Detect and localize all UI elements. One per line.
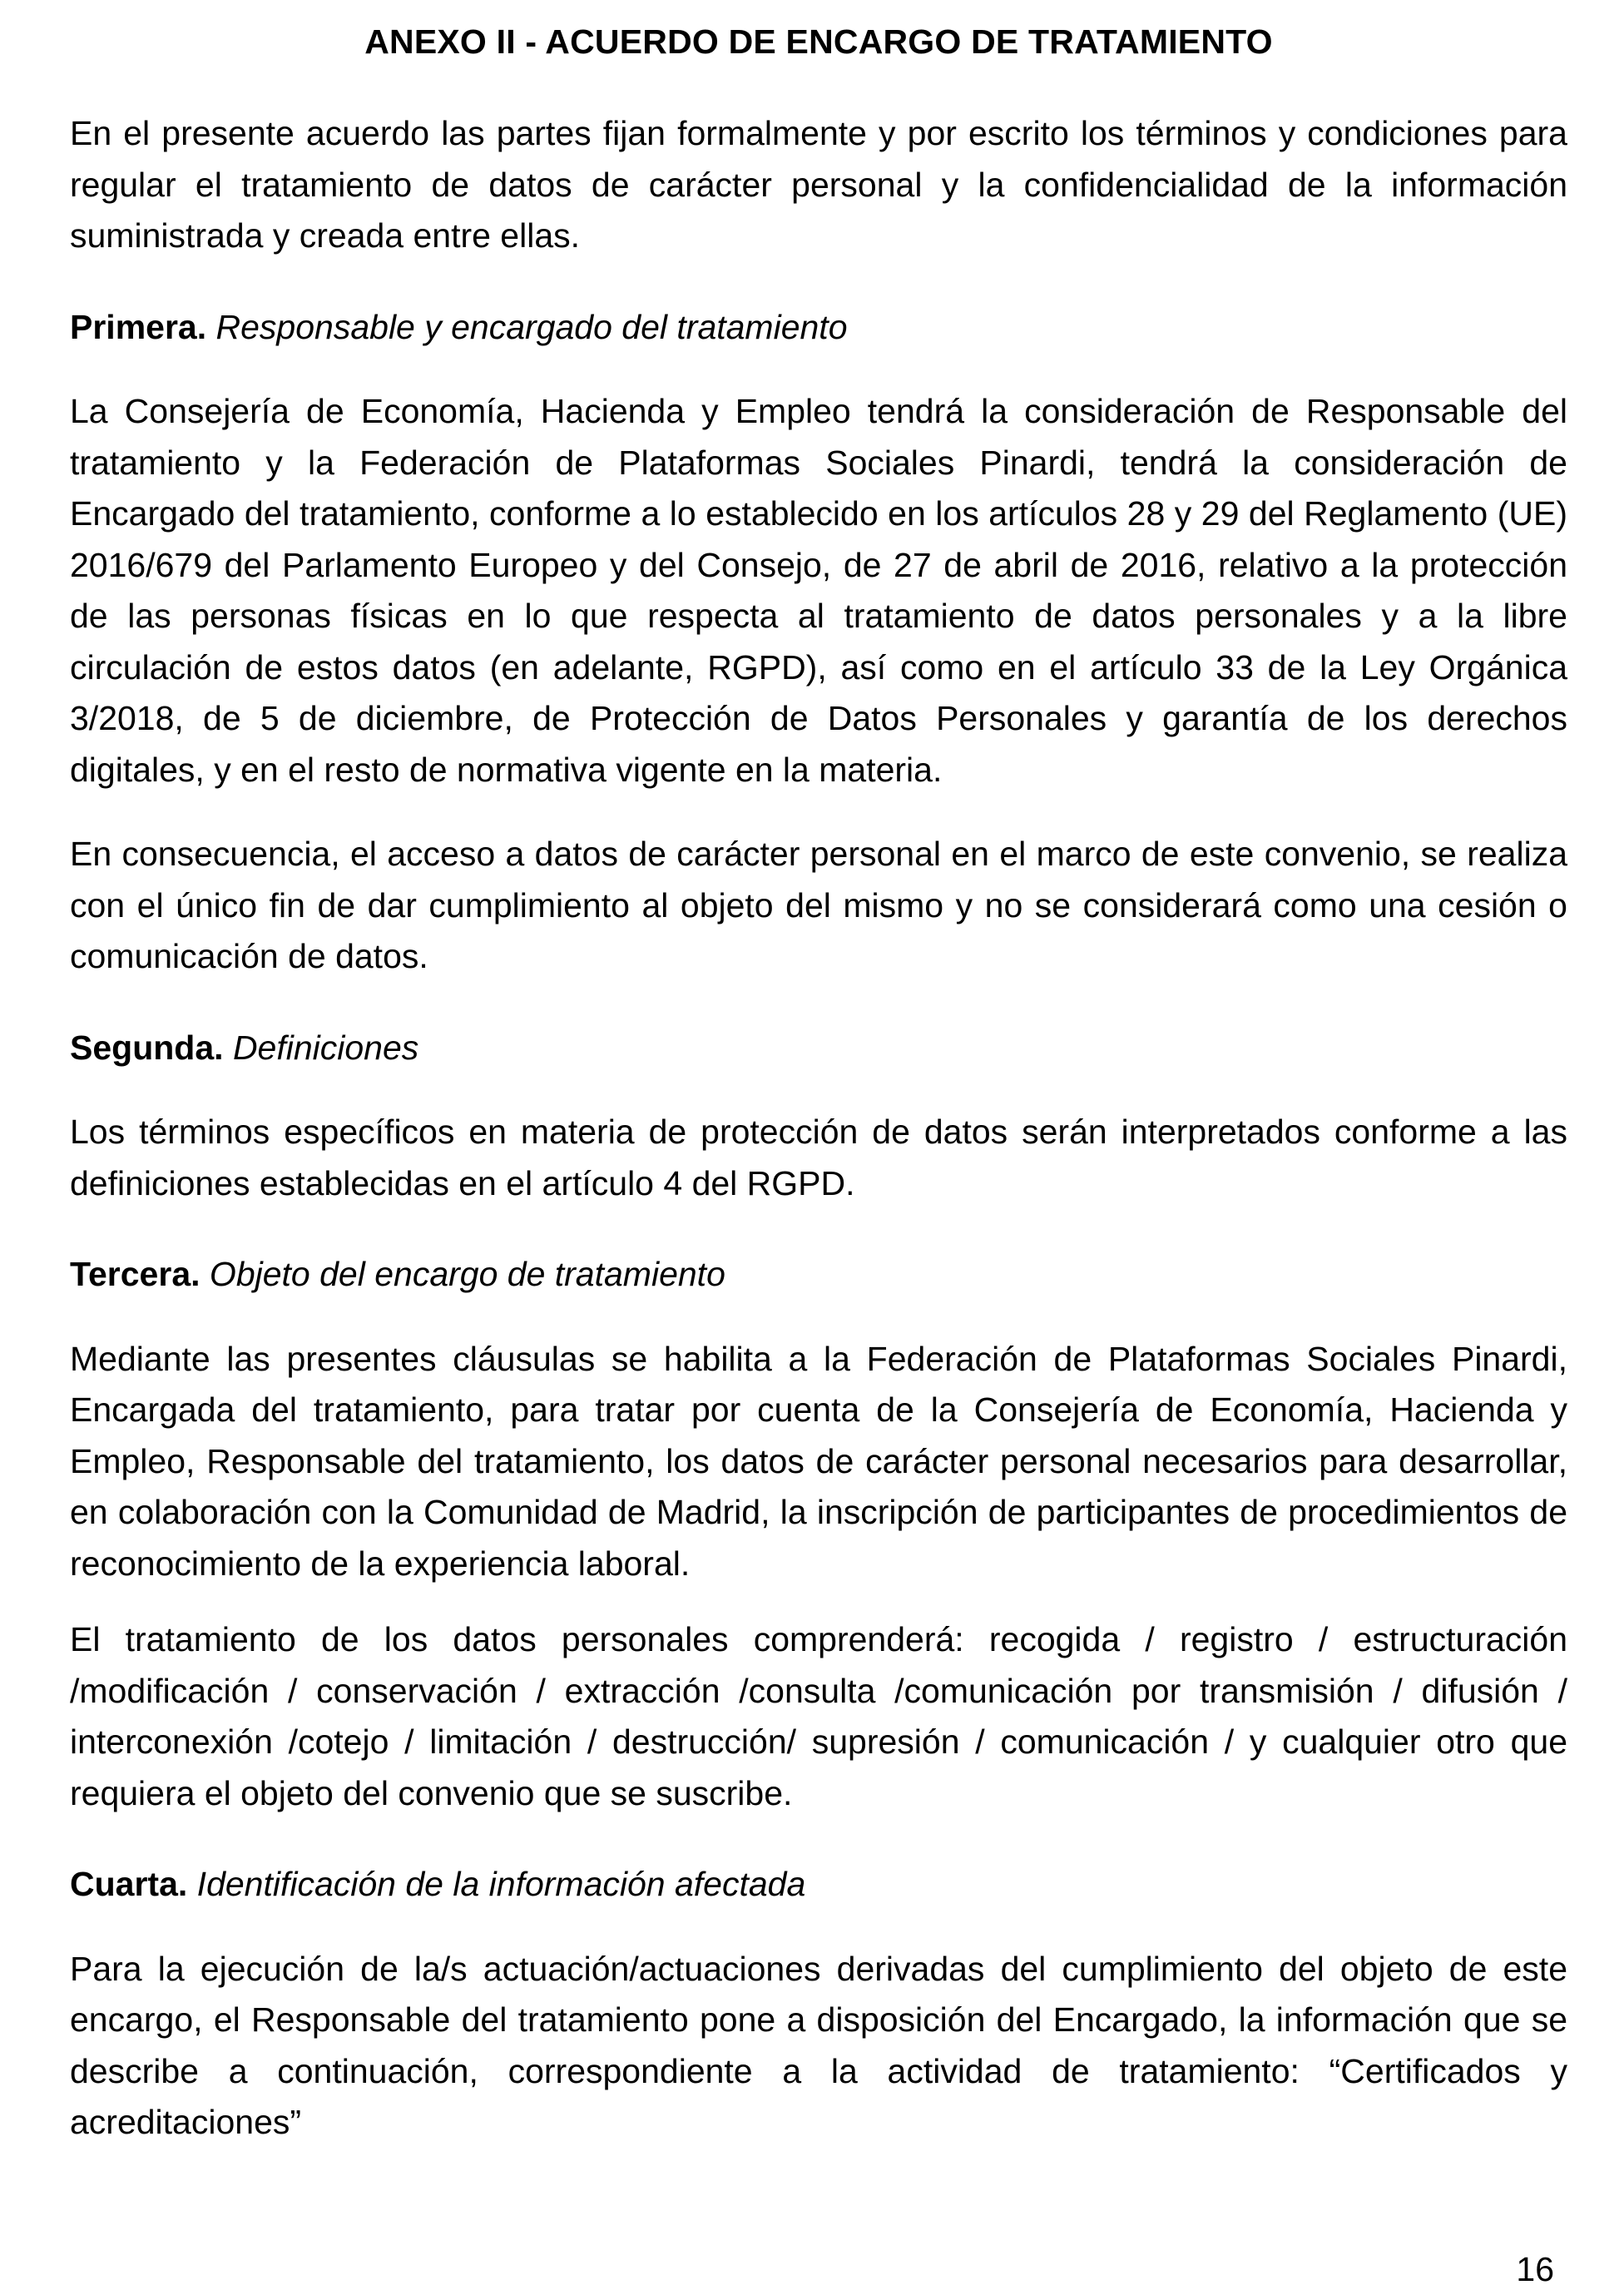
section-label-primera: Primera. [70,307,207,346]
paragraph-segunda-1: Los términos específicos en materia de protección de datos serán interpretados conforme a las definiciones establecidas en el artículo 4 del RGPD. [70,1113,1567,1202]
section-heading-segunda [70,1023,1567,1074]
section-label-segunda: Segunda. [70,1028,224,1067]
section-label-cuarta: Cuarta. [70,1865,188,1903]
document-page [70,0,1567,2149]
section-label-tercera: Tercera. [70,1255,201,1293]
paragraph-cuarta-1: Para la ejecución de la/s actuación/actuaciones derivadas del cumplimiento del objeto de este encargo, el Responsable del tratamiento pone a disposición del Encargado, la información que se describe a continuación, correspondiente a la actividad de tratamiento: “Certificados y acreditaciones” [70,1949,1567,2141]
paragraph-tercera-2: El tratamiento de los datos personales comprenderá: recogida / registro / estructuración /modificación / conservación / extracción /consulta /comunicación por transmisión / difusión / interconexión /cotejo / limitación / destrucción/ supresión / comunicación / y cualquier otro que requiera el objeto del convenio que se suscribe. [70,1620,1567,1812]
section-title-cuarta: Identificación de la información afectada [196,1865,806,1903]
section-title-segunda: Definiciones [232,1028,419,1067]
intro-paragraph: En el presente acuerdo las partes fijan formalmente y por escrito los términos y condiciones para regular el tratamiento de datos de carácter personal y la confidencialidad de la información suministrada y creada entre ellas. [70,114,1567,255]
section-heading-primera [70,302,1567,354]
document-title: ANEXO II - ACUERDO DE ENCARGO DE TRATAMIENTO [364,22,1273,61]
page-number: 16 [1516,2250,1554,2288]
section-heading-cuarta [70,1859,1567,1911]
section-heading-tercera [70,1249,1567,1301]
section-title-tercera: Objeto del encargo de tratamiento [209,1255,725,1293]
section-title-primera: Responsable y encargado del tratamiento [215,307,848,346]
paragraph-primera-2: En consecuencia, el acceso a datos de carácter personal en el marco de este convenio, se realiza con el único fin de dar cumplimiento al objeto del mismo y no se considerará como una cesión o comunicación de datos. [70,835,1567,975]
paragraph-primera-1: La Consejería de Economía, Hacienda y Empleo tendrá la consideración de Responsable del tratamiento y la Federación de Plataformas Sociales Pinardi, tendrá la consideración de Encargado del tratamiento, conforme a lo establecido en los artículos 28 y 29 del Reglamento (UE) 2016/679 del Parlamento Europeo y del Consejo, de 27 de abril de 2016, relativo a la protección de las personas físicas en lo que respecta al tratamiento de datos personales y a la libre circulación de estos datos (en adelante, RGPD), así como en el artículo 33 de la Ley Orgánica 3/2018, de 5 de diciembre, de Protección de Datos Personales y garantía de los derechos digitales, y en el resto de normativa vigente en la materia. [70,392,1567,789]
paragraph-tercera-1: Mediante las presentes cláusulas se habilita a la Federación de Plataformas Sociales Pinardi, Encargada del tratamiento, para tratar por cuenta de la Consejería de Economía, Hacienda y Empleo, Responsable del tratamiento, los datos de carácter personal necesarios para desarrollar, en colaboración con la Comunidad de Madrid, la inscripción de participantes de procedimientos de reconocimiento de la experiencia laboral. [70,1339,1567,1583]
